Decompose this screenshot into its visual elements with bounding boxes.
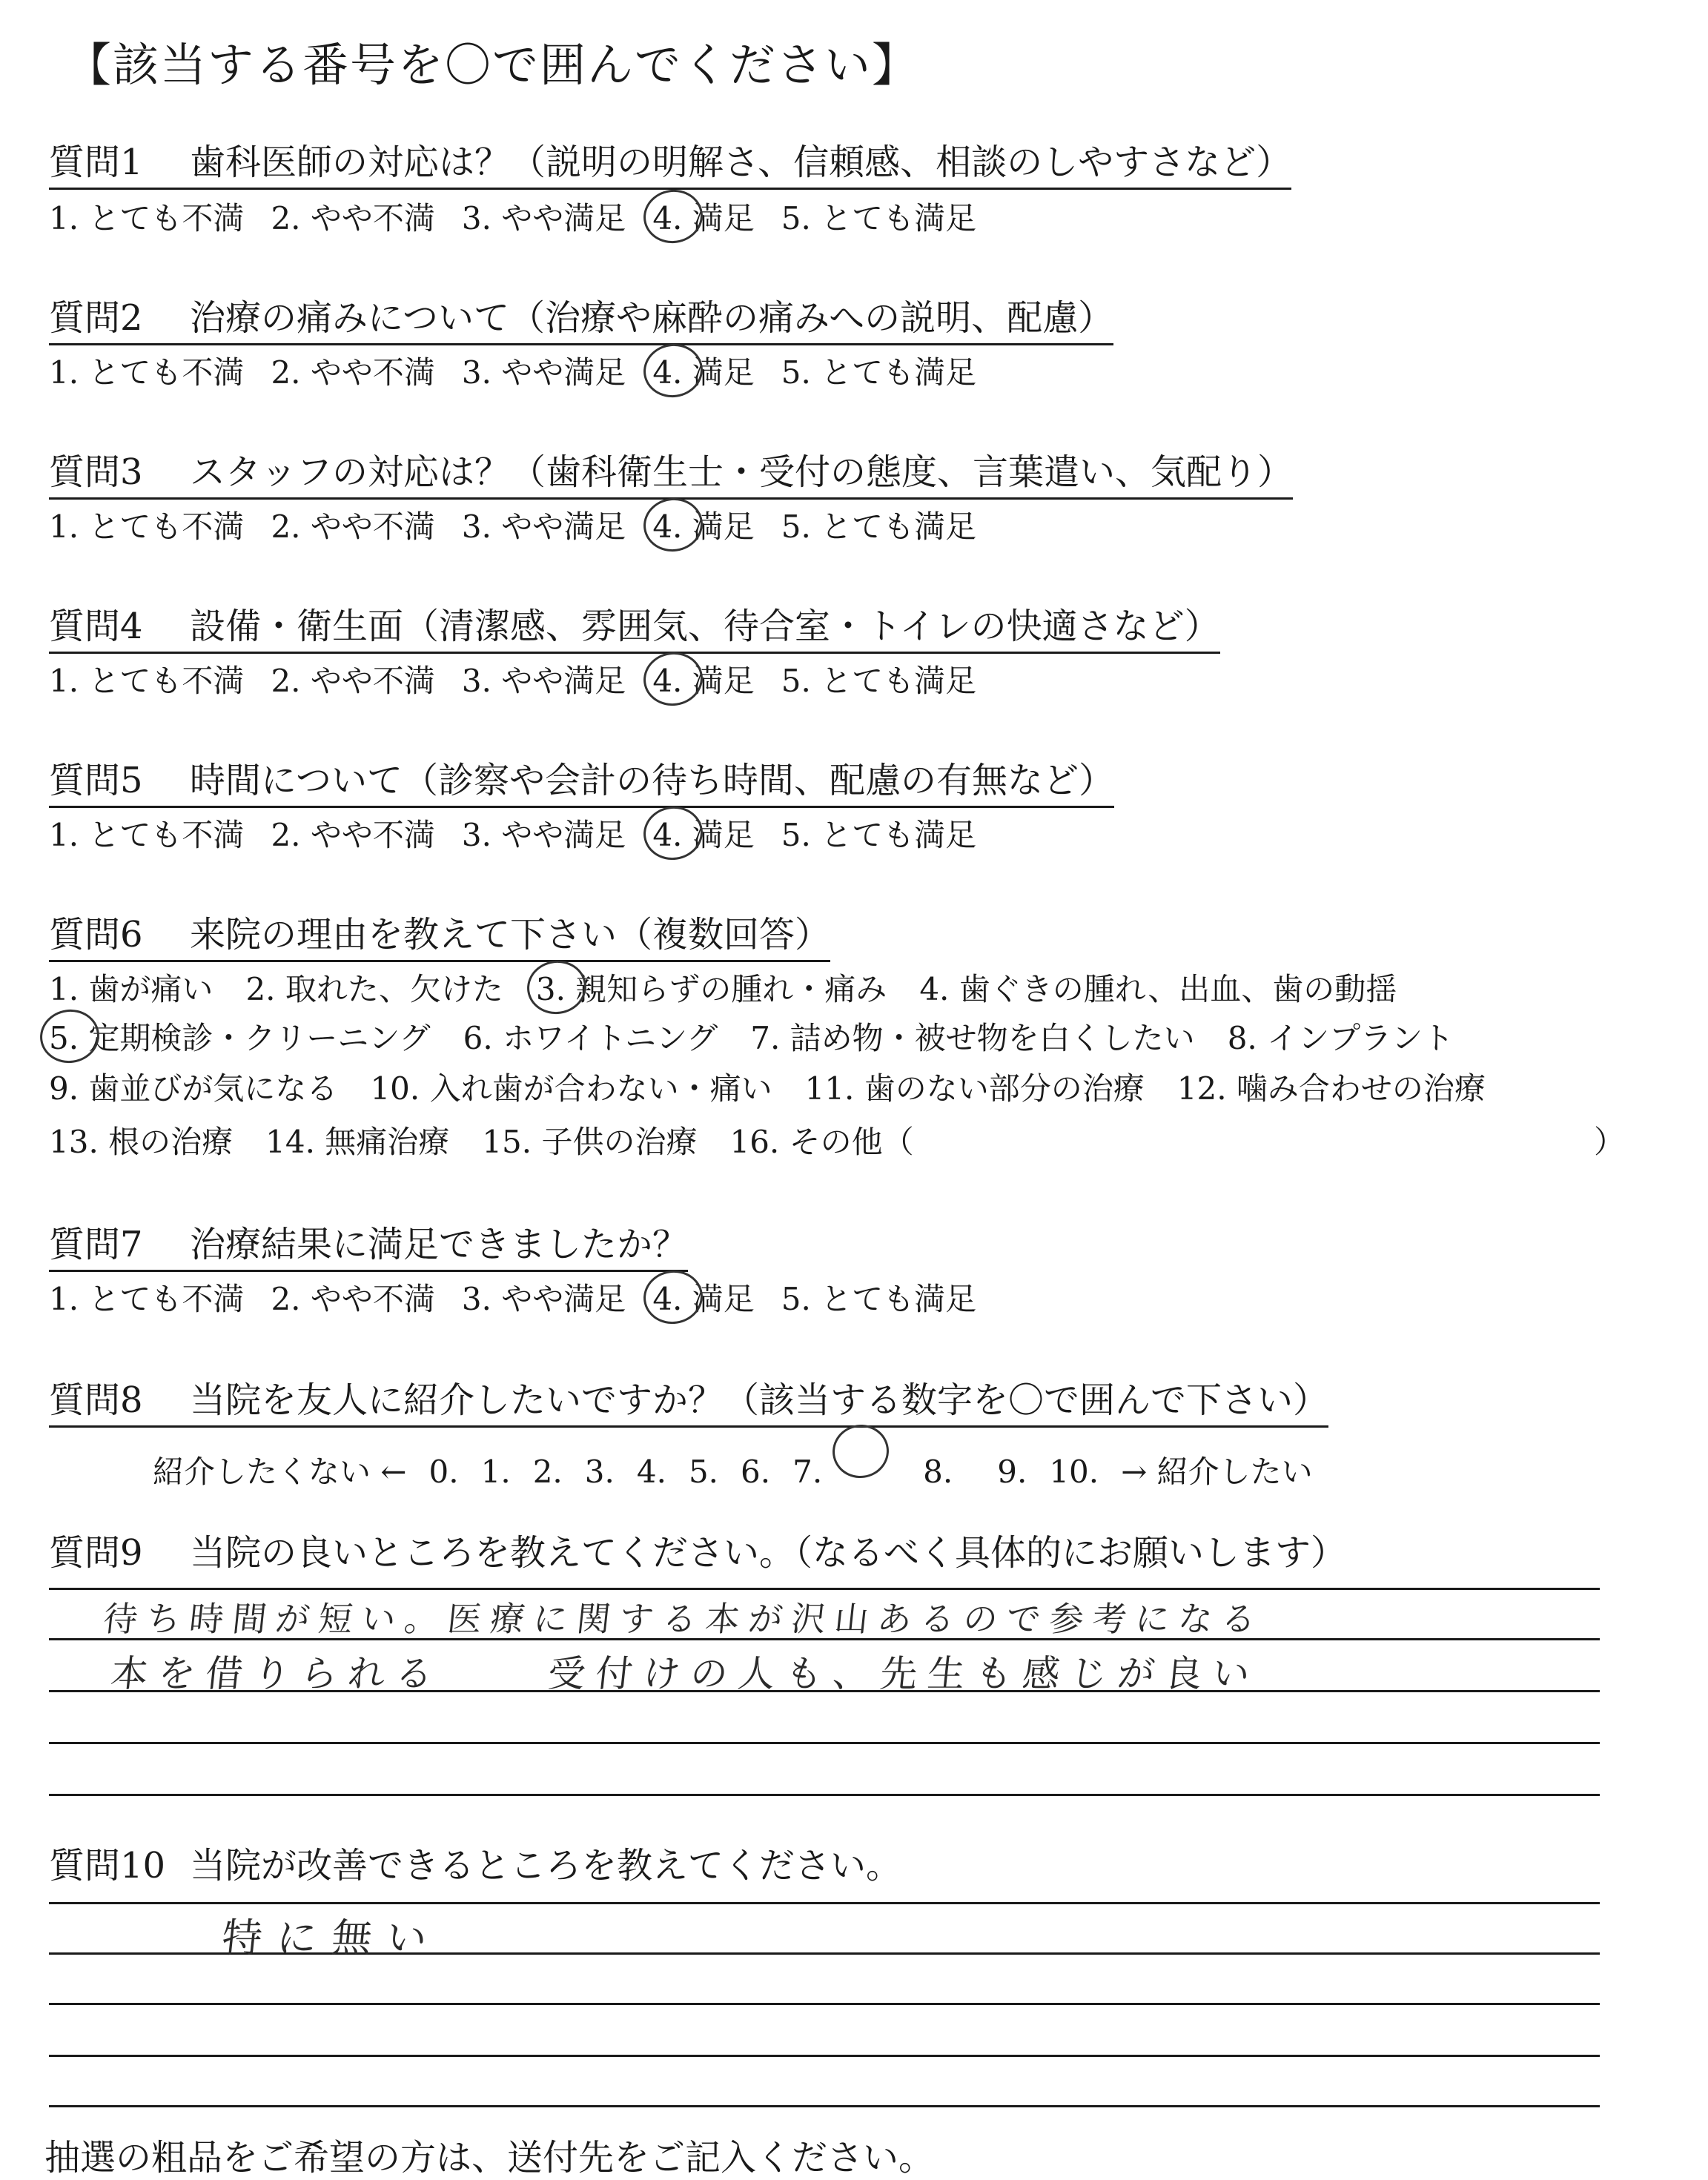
q9-handwritten-answer-line-2a[interactable]: 本を借りられる (108, 1652, 446, 1695)
question-2-title (49, 289, 1113, 345)
q2-option-4[interactable]: 4. 満足 (652, 348, 754, 393)
answer-line (49, 1588, 1600, 1590)
q4-option-5[interactable]: 5. とても満足 (781, 663, 977, 699)
question-7-number: 質問7 (49, 1224, 143, 1265)
question-10-title (49, 1837, 901, 1891)
q3-option-3[interactable]: 3. やや満足 (461, 508, 626, 545)
question-9-title (49, 1524, 1346, 1578)
question-2-options (49, 348, 1003, 393)
q7-option-3[interactable]: 3. やや満足 (461, 1281, 626, 1317)
q1-option-3[interactable]: 3. やや満足 (461, 200, 626, 236)
footer-note: 抽選の粗品をご希望の方は、送付先をご記入ください。 (44, 2137, 935, 2179)
q3-option-4[interactable]: 4. 満足 (652, 503, 754, 547)
question-5-number: 質問5 (49, 760, 143, 801)
q5-option-3[interactable]: 3. やや満足 (461, 817, 626, 853)
q6-option-13[interactable]: 13. 根の治療 (49, 1124, 234, 1160)
q6-option-12[interactable]: 12. 噛み合わせの治療 (1176, 1070, 1486, 1107)
question-7-text: 治療結果に満足できましたか？ (190, 1224, 689, 1265)
q2-option-1[interactable]: 1. とても不満 (49, 354, 245, 391)
answer-line (49, 1902, 1600, 1904)
answer-line (49, 2055, 1600, 2057)
q8-option-8[interactable]: 8. (844, 1429, 975, 1490)
q7-option-1[interactable]: 1. とても不満 (49, 1281, 245, 1317)
selection-circle (523, 957, 589, 1018)
q7-option-2[interactable]: 2. やや不満 (271, 1281, 435, 1317)
q6-option-8[interactable]: 8. インプラント (1227, 1020, 1454, 1056)
q6-option-2[interactable]: 2. 取れた、欠けた (245, 971, 503, 1007)
question-6-options-row-2 (49, 1014, 1486, 1058)
question-8-scale (153, 1429, 1335, 1492)
scale-left-label: 紹介したくない ← (153, 1454, 407, 1490)
question-7-options (49, 1275, 1003, 1319)
q8-option-9[interactable]: 9. (997, 1454, 1027, 1490)
q6-option-16[interactable]: 16. その他（ (729, 1124, 914, 1160)
q6-option-10[interactable]: 10. 入れ歯が合わない・痛い (370, 1070, 772, 1107)
question-1-options (49, 194, 1003, 239)
q8-option-10[interactable]: 10. (1049, 1454, 1099, 1490)
selection-circle (640, 340, 706, 401)
q1-option-1[interactable]: 1. とても不満 (49, 200, 245, 236)
selection-circle (640, 186, 706, 247)
question-5-text: 時間について（診察や会計の待ち時間、配慮の有無など） (190, 760, 1115, 801)
question-6-title (49, 906, 830, 962)
q2-option-5[interactable]: 5. とても満足 (781, 354, 977, 391)
question-10-number: 質問10 (49, 1845, 166, 1886)
question-3-title (49, 443, 1293, 500)
question-8-text: 当院を友人に紹介したいですか？（該当する数字を〇で囲んで下さい） (190, 1379, 1329, 1421)
question-4-number: 質問4 (49, 606, 143, 647)
answer-line (49, 2003, 1600, 2005)
question-4-text: 設備・衛生面（清潔感、雰囲気、待合室・トイレの快適さなど） (190, 606, 1220, 647)
q7-option-5[interactable]: 5. とても満足 (781, 1281, 977, 1317)
question-3-number: 質問3 (49, 451, 143, 493)
q8-option-5[interactable]: 5. (688, 1454, 719, 1490)
q6-option-1[interactable]: 1. 歯が痛い (49, 971, 214, 1007)
q6-option-7[interactable]: 7. 詰め物・被せ物を白くしたい (750, 1020, 1195, 1056)
q6-option-5[interactable]: 5. 定期検診・クリーニング (49, 1014, 431, 1058)
q2-option-2[interactable]: 2. やや不満 (271, 354, 435, 391)
question-4-title (49, 597, 1220, 654)
q6-option-3[interactable]: 3. 親知らずの腫れ・痛み (536, 965, 887, 1010)
question-6-options-row-3 (49, 1064, 1518, 1109)
q6-other-close-paren: ） (1594, 1124, 1626, 1160)
q8-option-0[interactable]: 0. (428, 1454, 459, 1490)
q8-option-2[interactable]: 2. (532, 1454, 563, 1490)
q8-option-6[interactable]: 6. (741, 1454, 771, 1490)
question-6-number: 質問6 (49, 914, 143, 955)
question-1-text: 歯科医師の対応は？（説明の明解さ、信頼感、相談のしやすさなど） (190, 142, 1292, 183)
question-1-title (49, 133, 1291, 190)
question-3-text: スタッフの対応は？（歯科衛生士・受付の態度、言葉遣い、気配り） (190, 451, 1294, 493)
q1-option-5[interactable]: 5. とても満足 (781, 200, 977, 236)
q1-option-4[interactable]: 4. 満足 (652, 194, 754, 239)
q4-option-1[interactable]: 1. とても不満 (49, 663, 245, 699)
q3-option-5[interactable]: 5. とても満足 (781, 508, 977, 545)
q4-option-4[interactable]: 4. 満足 (652, 657, 754, 701)
q4-option-2[interactable]: 2. やや不満 (271, 663, 435, 699)
selection-circle (640, 649, 706, 709)
q4-option-3[interactable]: 3. やや満足 (461, 663, 626, 699)
question-3-options (49, 503, 1003, 547)
q5-option-1[interactable]: 1. とても不満 (49, 817, 245, 853)
question-1-number: 質問1 (49, 142, 143, 183)
q5-option-2[interactable]: 2. やや不満 (271, 817, 435, 853)
q8-option-4[interactable]: 4. (636, 1454, 666, 1490)
q1-option-2[interactable]: 2. やや不満 (271, 200, 435, 236)
q6-option-6[interactable]: 6. ホワイトニング (463, 1020, 718, 1056)
question-2-text: 治療の痛みについて（治療や麻酔の痛みへの説明、配慮） (190, 297, 1114, 339)
answer-line (49, 1742, 1600, 1744)
q3-option-2[interactable]: 2. やや不満 (271, 508, 435, 545)
question-6-options-row-1 (49, 965, 1429, 1010)
question-6-text: 来院の理由を教えて下さい（複数回答） (190, 914, 831, 955)
q9-handwritten-answer-line-2b[interactable]: 受付けの人も、先生も感じが良い (546, 1652, 1262, 1695)
q5-option-5[interactable]: 5. とても満足 (781, 817, 977, 853)
q8-option-1[interactable]: 1. (480, 1454, 511, 1490)
selection-circle (640, 803, 706, 864)
answer-line (49, 1794, 1600, 1796)
page-title: 【該当する番号を〇で囲んでください】 (65, 38, 920, 92)
answer-line (49, 2105, 1600, 2107)
q6-option-15[interactable]: 15. 子供の治療 (482, 1124, 698, 1160)
q6-option-14[interactable]: 14. 無痛治療 (265, 1124, 450, 1160)
question-2-number: 質問2 (49, 297, 143, 339)
question-9-text: 当院の良いところを教えてください。（なるべく具体的にお願いします） (190, 1532, 1347, 1574)
q9-handwritten-answer-line-1[interactable]: 待ち時間が短い。医療に関する本が沢山あるので参考になる (101, 1599, 1267, 1639)
q7-option-4[interactable]: 4. 満足 (652, 1275, 754, 1319)
question-10-text: 当院が改善できるところを教えてください。 (190, 1845, 902, 1886)
question-4-options (49, 657, 1003, 701)
question-7-title (49, 1216, 688, 1272)
selection-circle (36, 1006, 102, 1067)
q10-handwritten-answer[interactable]: 特に無い (219, 1915, 444, 1961)
q2-option-3[interactable]: 3. やや満足 (461, 354, 626, 391)
question-8-title (49, 1371, 1328, 1428)
q6-option-4[interactable]: 4. 歯ぐきの腫れ、出血、歯の動揺 (919, 971, 1397, 1007)
q8-option-3[interactable]: 3. (584, 1454, 615, 1490)
scale-right-label: → 紹介したい (1121, 1454, 1313, 1490)
question-8-number: 質問8 (49, 1379, 143, 1421)
q8-option-7[interactable]: 7. (792, 1454, 823, 1490)
selection-circle (640, 1267, 706, 1328)
question-5-title (49, 752, 1114, 808)
question-6-options-row-4 (49, 1118, 947, 1162)
q3-option-1[interactable]: 1. とても不満 (49, 508, 245, 545)
question-5-options (49, 811, 1003, 855)
selection-circle (830, 1421, 893, 1482)
q5-option-4[interactable]: 4. 満足 (652, 811, 754, 855)
selection-circle (640, 494, 706, 555)
q6-option-11[interactable]: 11. 歯のない部分の治療 (804, 1070, 1145, 1107)
q6-option-9[interactable]: 9. 歯並びが気になる (49, 1070, 338, 1107)
question-9-number: 質問9 (49, 1532, 143, 1574)
